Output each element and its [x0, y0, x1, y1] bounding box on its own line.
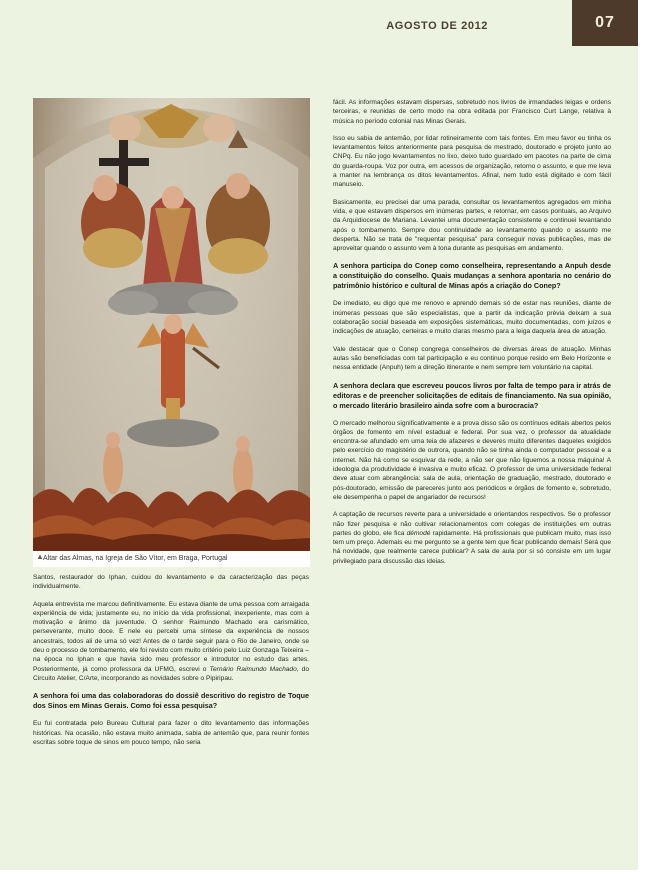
altar-photo-illustration [33, 98, 310, 552]
paragraph: Santos, restaurador do Iphan, cuidou do levantamento e da caracterização das peças individualmente. [33, 574, 309, 591]
issue-date: AGOSTO DE 2012 [386, 20, 488, 32]
paragraph: Isso eu sabia de antemão, por lidar rotineiramente com tais fontes. Em meu favor eu tinha os levantamentos feitos anteriormente para pesquisa de mestrado, doutorado e projeto junto ao CNPq. Eu não jogo levantamentos no lixo, deixo tudo guardado em pacotes na parte de cima do guarda-roupa. Voz por outra, em acessos de organização, retorno o assunto, e que me leva a manter na lembrança os ditos levantamentos. Afinal, nem tudo está digitado e com fácil manuseio. [333, 134, 611, 189]
interview-question: A senhora foi uma das colaboradoras do dossiê descritivo do registro de Toque dos Sinos em Minas Gerais. Como foi essa pesquisa? [33, 691, 309, 711]
photo-caption-text: Altar das Almas, na Igreja de São Vítor, em Braga, Portugal [43, 555, 228, 562]
page-number: 07 [595, 14, 615, 31]
paragraph: Aquela entrevista me marcou definitivamente. Eu estava diante de uma pessoa com arraigada experiência de vida; justamente eu, no início da vida profissional, inexperiente, mas com a motivação e ânimo da juventude. O senhor Raimundo Machado era carismático, perseverante, muito doce. E nele eu percebi uma síntese da experiência de nossos ancestrais, todos ali de uma só vez! Antes de o tarde seguir para o Rio de Janeiro, onde se deu o processo de tombamento, ele foi revisto com muito critério pelo Luiz Gonzaga Teixeira – na época no Iphan e que havia sido meu professor e introdutor no estudo das artes. Posteriormente, já como professora da UFMG, escrevi o Ternário Raimundo Machado, do Circuito Atelier, C/Arte, incorporando as novidades sobre o Pipiripau. [33, 600, 310, 682]
paragraph: O mercado melhorou significativamente e a prova disso são os contínuos editais abertos pelos órgãos de fomento em nível estadual e federal. Por sua vez, o professor da atualidade encontra-se afundado em uma teia de afazeres e deveres muito diferentes daqueles exigidos pelo exercício do magistério de outrora, quando não se tinha ainda o computador pessoal e a internet. Não há como se esquivar da rede, a não ser que não liguemos a nossa máquina! A ideologia da produtividade é invasiva e muito eficaz. O professor de uma universidade federal deve atuar com abrangência: sala de aula, orientação de graduação, mestrado, doutorado e pós-doutorado, emissão de pareceres junto aos periódicos e órgãos de fomento e, sobretudo, ele desempenha o papel de angariador de recursos! [333, 419, 611, 501]
paragraph: fácil. As informações estavam dispersas, sobretudo nos livros de irmandades leigas e ordens terceiras, e reunidas de certo modo na obra editada por Francisco Curt Lange, relativa à música no período colonial nas Minas Gerais. [333, 99, 611, 125]
interview-question: A senhora declara que escreveu poucos livros por falta de tempo para ir atrás de editoras e de preencher solicitações de editais de financiamento. Na sua opinião, o mercado literário brasileiro ainda sofre com a burocracia? [333, 380, 611, 410]
page-header [0, 0, 572, 46]
paragraph: A captação de recursos reverte para a universidade e orientandos respectivos. Se o professor não fizer pesquisa e não cultivar relacionamentos com colegas de instituições em outras partes do globo, ele fica démodé rapidamente. Há profissionais que publicam muito, mas isso tem um preço. Ademais eu me pergunto se a gente tem que ficar publicando demais! Será que há novidade, que realmente carece publicar? A sala de aula por si só consiste em um lugar privilegiado para discussão das ideias. [333, 511, 611, 565]
caption-marker-icon: ▲ [36, 552, 44, 561]
book-title: Ternário Raimundo Machado [209, 665, 297, 673]
page-number-box [572, 0, 638, 46]
altar-photo [33, 98, 310, 552]
right-text-column [333, 98, 611, 574]
emphasized-word: démodé [406, 529, 431, 537]
photo-caption [33, 551, 310, 567]
left-text-column [33, 573, 309, 755]
paragraph: Vale destacar que o Conep congrega conselheiros de diversas áreas de atuação. Minhas aulas são beneficiadas com tal participação e eu continuo porque resido em Belo Horizonte e nessa entidade (Anpuh) tem a direção itinerante e nem sempre tem voluntário na capital. [333, 345, 611, 372]
paragraph: Eu fui contratada pelo Bureau Cultural para fazer o dito levantamento das informações históricas. Na ocasião, não estava muito animada, sabia de antemão que, para reunir fontes escritas sobre toque de sinos em pouco tempo, não seria [33, 720, 309, 746]
interview-question: A senhora participa do Conep como conselheira, representando a Anpuh desde a constituição do conselho. Quais mudanças a senhora apontaria no cenário do patrimônio histórico e cultural de Minas após a criação do Conep? [333, 261, 611, 291]
paragraph: Basicamente, eu precisei dar uma parada, consultar os levantamentos agregados em minha vida, e que estavam dispersos em inúmeras partes, e retornar, em casos pontuais, ao Arquivo da Arquidiocese de Mariana. Levantei uma documentação consistente e continuei levantando após o tombamento. Sempre dou continuidade ao levantamento quando o assunto me desperta. Não se trata de "requentar pesquisa" para conseguir novas publicações, mas de aproveitar quando o assunto vem à tona durante as pesquisas em andamento. [333, 198, 611, 253]
paragraph: De imediato, eu digo que me renovo e aprendo demais só de estar nas reuniões, diante de inúmeras pessoas que são especialistas, que a partir da indicação prévia deixam a sua colaboração social baseada em exposições sistemáticas, muito documentadas, com juízos e indicações de atuação, certeiras e muito claras mesmo para a leiga daquela área de atuação. [333, 300, 611, 336]
